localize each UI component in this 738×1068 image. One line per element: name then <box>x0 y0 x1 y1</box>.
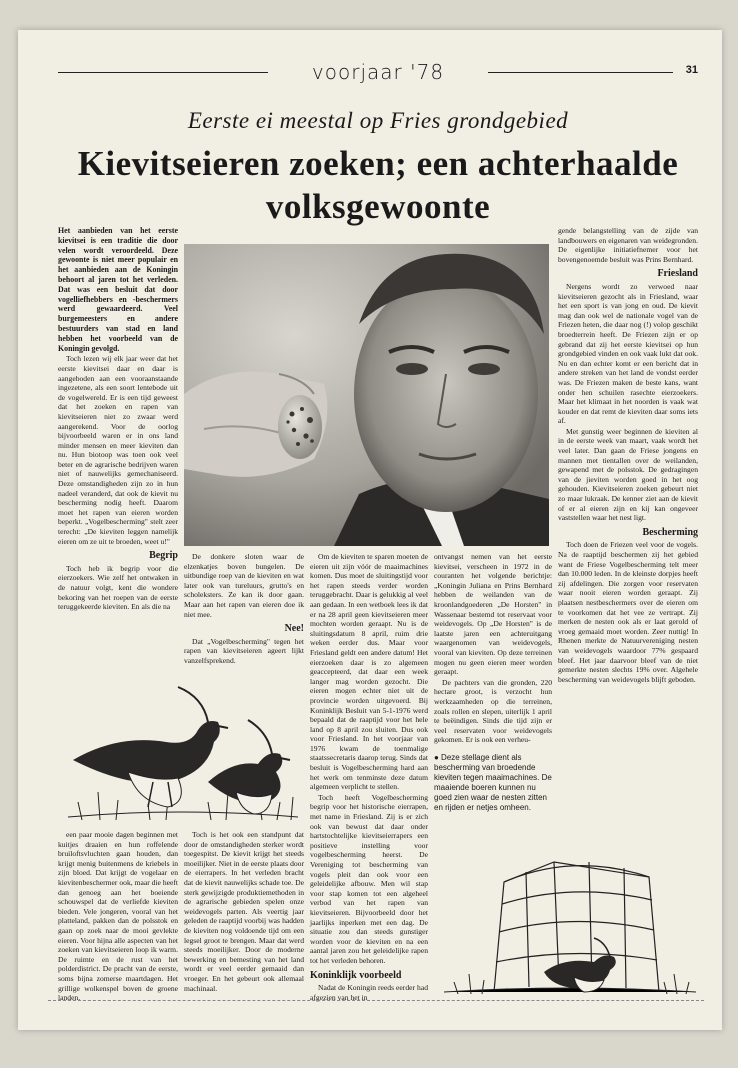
body-paragraph: Nergens wordt zo verwoed naar kievitseieren gezocht als in Friesland, waar het een sport is van jong en oud. De kievit mag dan ook wel de nationale vogel van de Friezen heten, die daar nog (!) volop geschikt broedterrein heeft. De Friezen zijn er op gebrand dat zij het eerste kievitsei op hun grondgebied vinden en ook vaak lukt dat ook. Nu en dan echter komt er een bericht dat in andere streken van het land de vondst eerder was. De Friezen maken de beste kans, want onder hen schuilen rasechte eierzoekers. Maar het klimaat in het noorden is vaak wat kouder en dat remt de kieviten daar soms iets af. <box>558 281 698 426</box>
masthead <box>58 62 698 82</box>
photo-caption: ● Deze stellage dient als bescherming van broedende kieviten tegen maaimachines. De maaiende boeren kunnen nu goed zien waar de nesten zitten en rijden er netjes omheen. <box>434 752 552 812</box>
body-paragraph: Dat „Vogelbescherming" tegen het rapen van kievitseieren ageert lijkt vanzelfsprekend. <box>184 636 304 665</box>
body-paragraph: De pachters van die gronden, 220 hectare groot, is verzocht hun werkzaamheden op die terreinen, zoals rollen en slepen, uiterlijk 1 april te beëindigen. Sinds die tijd zijn er veel reservaten voor weidevogels gekomen. Er is ook een verheu- <box>434 677 552 745</box>
column-2-bottom <box>184 830 304 998</box>
newspaper-page <box>18 30 722 1030</box>
body-paragraph: Om de kieviten te sparen moeten de eieren uit zijn vóór de maaimachines komen. Dus moet de sluitingstijd voor het rapen steeds verder worden teruggebracht. Daar is gelukkig al veel aan gedaan. In een wetboek lees ik dat er na 28 april geen kievitseieren meer mochten worden geraapt. Nu is de sluitingsdatum 8 april, ruim drie weken eerder dus. Maar voor Friesland geldt een andere datum! Het eierzoeken daar is zo algemeen geaccepteerd, dat daar een week langer mag worden gezocht. Die eieren mogen echter niet uit de provincie worden uitgevoerd. Bij Koninklijk Besluit van 5-1-1976 werd bepaald dat de raaptijd voor het hele land op 8 april zou sluiten. Dus ook voor Friesland. In het voorjaar van 1976 kwam de toenmalige staatssecretaris daarop terug. Sinds dat besluit is Vogelbescherming hard aan het werk om tenminste deze datum algemeen verplicht te stellen. <box>310 552 428 792</box>
masthead-rule-right <box>488 72 673 73</box>
column-1-top <box>58 226 178 646</box>
bottom-divider <box>48 1000 704 1001</box>
subhead-nee: Nee! <box>284 623 304 635</box>
lapwings-illustration <box>58 642 304 827</box>
body-paragraph: Toch heb ik begrip voor die eierzoekers. Wie zelf het ontwaken in de natuur volgt, kent die wondere bekoring van het roepen van de eerste teruggekeerde kieviten. En als die na <box>58 563 178 612</box>
body-paragraph: Toch lezen wij elk jaar weer dat het eerste kievitsei daar en daar is aangeboden aan een vooraanstaande ingezetene, als een soort lentebode uit de vogelwereld. Er is een tijd geweest dat het zoeken en rapen van kievitseieren niet zo zwaar werd aangerekend. Voor de oorlog bijvoorbeeld waren er in ons land minder mensen en meer kieviten dan nu. Hun biotoop was toen ook veel beter en de agrarische bedrijven waren niet of nauwelijks gemechaniseerd. Deze omstandigheden zijn zo in hun nadeel veranderd, dat ook de kievit nu bescherming nodig heeft. Daarom moet het rapen van eieren worden beperkt. „Vogelbescherming" stelt zeer terecht: „De kieviten leggen namelijk eieren om ze uit te broeden, weet u!" <box>58 354 178 546</box>
article-kicker: Eerste ei meestal op Fries grondgebied <box>187 108 569 133</box>
masthead-rule-left <box>58 72 268 73</box>
body-paragraph: Met gunstig weer beginnen de kieviten al in de eerste week van maart, vaak wordt het veel later. Dan gaan de Friese jongens en mannen met tientallen over de weilanden, gewapend met de polsstok. De gedragingen van de jieviten worden goed in het oog gehouden. Kievitseieren zoeken gebeurt niet zo maar lukraak. De kenner ziet aan de kievit of er al eieren zijn en kij kan ongeveer vaststellen waar het nest ligt. <box>558 426 698 523</box>
body-paragraph: Toch heeft Vogelbescherming begrip voor het historische eierrapen, met name in Friesland. Zij is er zich ook van bewust dat daar onder hartstochtelijke kievitseierrapers een positieve instelling voor vogelbescherming heerst. De Vereniging tot bescherming van vogels pleit dan ook voor een geleidelijke afbouw. Men wil stap voor stap komen tot een algeheel verbod van het rapen van kievitseieren. Bijvoorbeeld door het jaarlijks inperken met een dag. De situatie zou dan steeds gunstiger worden voor de kieviten en na een aantal jaren zou het geleidelijke rapen tot het verleden behoren. <box>310 792 428 965</box>
column-1-bottom <box>58 830 178 1003</box>
subhead-friesland: Friesland <box>657 268 698 280</box>
issue-title: voorjaar '78 <box>311 60 445 84</box>
subhead-begrip: Begrip <box>149 550 178 562</box>
subhead-koninklijk-voorbeeld: Koninklijk voorbeeld <box>310 969 402 981</box>
photo-man-holding-egg <box>184 244 549 546</box>
body-paragraph: een paar mooie dagen beginnen met kuitjes draaien en hun roffelende bruiloftsvluchten gaan houden, dan krijgt menig buitenmens de kriebels in zijn bloed. Dat krijgt de vogelaar en kievitenbeschermer ook, maar die heeft dan genoeg aan het boeiende schouwspel dat de verliefde kieviten bieden. Vele jongeren, vooral van het platteland, pakken dan de polsstok en gaan op zoek naar de mooi gevlekte eieren. Voor hijna alle aspecten van het zoeken van kievitseieren loop ik warm. De ruimte en de rust van het polderdistrict. De pracht van de eerste, soms bijna zomerse maartdagen. Het grillige wolkenspel boven de groene landen. <box>58 830 178 1003</box>
wire-cage-drawing <box>434 842 704 998</box>
body-paragraph: Toch is het ook een standpunt dat door de omstandigheden sterker wordt toegespitst. De kievit krijgt het steeds moeilijker. Niet in de eerste plaats door de eierrapers. In het verleden bracht dat de kievit nauwelijks schade toe. De sterk gewijzigde produktiemethoden in de agrarische gebieden spelen onze weidevogels parten. Als veertig jaar geleden de raaptijd voorbij was hadden de kieviten nog voldoende tijd om een legsel groot te brengen. Maar dat werd steeds moeilijker. Door de moderne bewerking en bemesting van het land wordt er veel eerder gemaaid dan vroeger. En het gebeurt ook allemaal machinaal. <box>184 830 304 993</box>
photo-illustration <box>184 244 549 546</box>
body-paragraph: gende belangstelling van de zijde van landbouwers en eigenaren van weidegronden. De eigenlijke initiatiefnemer voor het bovengenoemde besluit was Prins Bernhard. <box>558 226 698 264</box>
page-number: 31 <box>685 64 698 76</box>
column-4 <box>434 552 552 838</box>
body-paragraph: ontvangst nemen van het eerste kievitsei, verscheen in 1972 in de couranten het volgende berichtje: „Koningin Juliana en Prins Bernhard hebben de weilanden van de kroonlandgoederen „De Horsten" in Wassenaar bestemd tot reservaat voor weidevogels. Op „De Horsten" is de laatste jaren een achteruitgang waargenomen van weidevogels, vooral van kieviten. Op deze terreinen mogen nu geen eieren meer worden geraapt. <box>434 552 552 677</box>
article-lead: Het aanbieden van het eerste kievitsei is een traditie die door velen wordt veroordeeld. Deze gewoonte is niet meer populair en het aanbieden aan de Koningin behoort al jaren tot het verleden. Dat was een besluit dat door vogelliefhebbers en -beschermers werd gewaardeerd. Veel burgemeesters en andere bestuurders van stad en land hebben het voorbeeld van de Koningin gevolgd. <box>58 226 178 353</box>
body-paragraph: Toch doen de Friezen veel voor de vogels. Na de raaptijd beschermen zij het gebied want de Friese Vogelbescherming telt meer dan 10.000 leden. In de kleinste dorpjes heeft zij afdelingen. Die zorgen voor reservaten waar nooit eieren worden geraapt. Zij plaatsen nestbeschermers over de eieren om te voorkomen dat het vee ze vertrapt. Zij merken de nesten ook als er laat gerold of vroeg gemaaid moet worden. Zeer nuttig! In Rhenen merkte de Natuurvereniging nesten van weidevogels waardoor 77% gespaard bleef. Het jaar daarvoor bleef van de niet gemerkte nesten slechts 19% over. Algehele bescherming van weidevogels blijft geboden. <box>558 540 698 684</box>
subhead-bescherming: Bescherming <box>642 526 698 538</box>
column-2-top <box>184 552 304 665</box>
body-paragraph: De donkere sloten waar de elzenkatjes boven bungelen. De uitbundige roep van de kieviten en wat later ook van tureluurs, grutto's en scholeksters. Ze kan ik door gaan. Maar aan het rapen van eieren doe ik niet mee. <box>184 552 304 619</box>
column-3 <box>310 552 428 1002</box>
article-headline: Kievitseieren zoeken; een achterhaalde volksgewoonte <box>77 144 679 226</box>
nest-protector-illustration <box>434 842 704 998</box>
body-paragraph: Nadat de Koningin reeds eerder had afgezien van het in <box>310 983 428 1002</box>
column-5 <box>558 226 698 856</box>
lapwing-birds-drawing <box>58 642 304 827</box>
